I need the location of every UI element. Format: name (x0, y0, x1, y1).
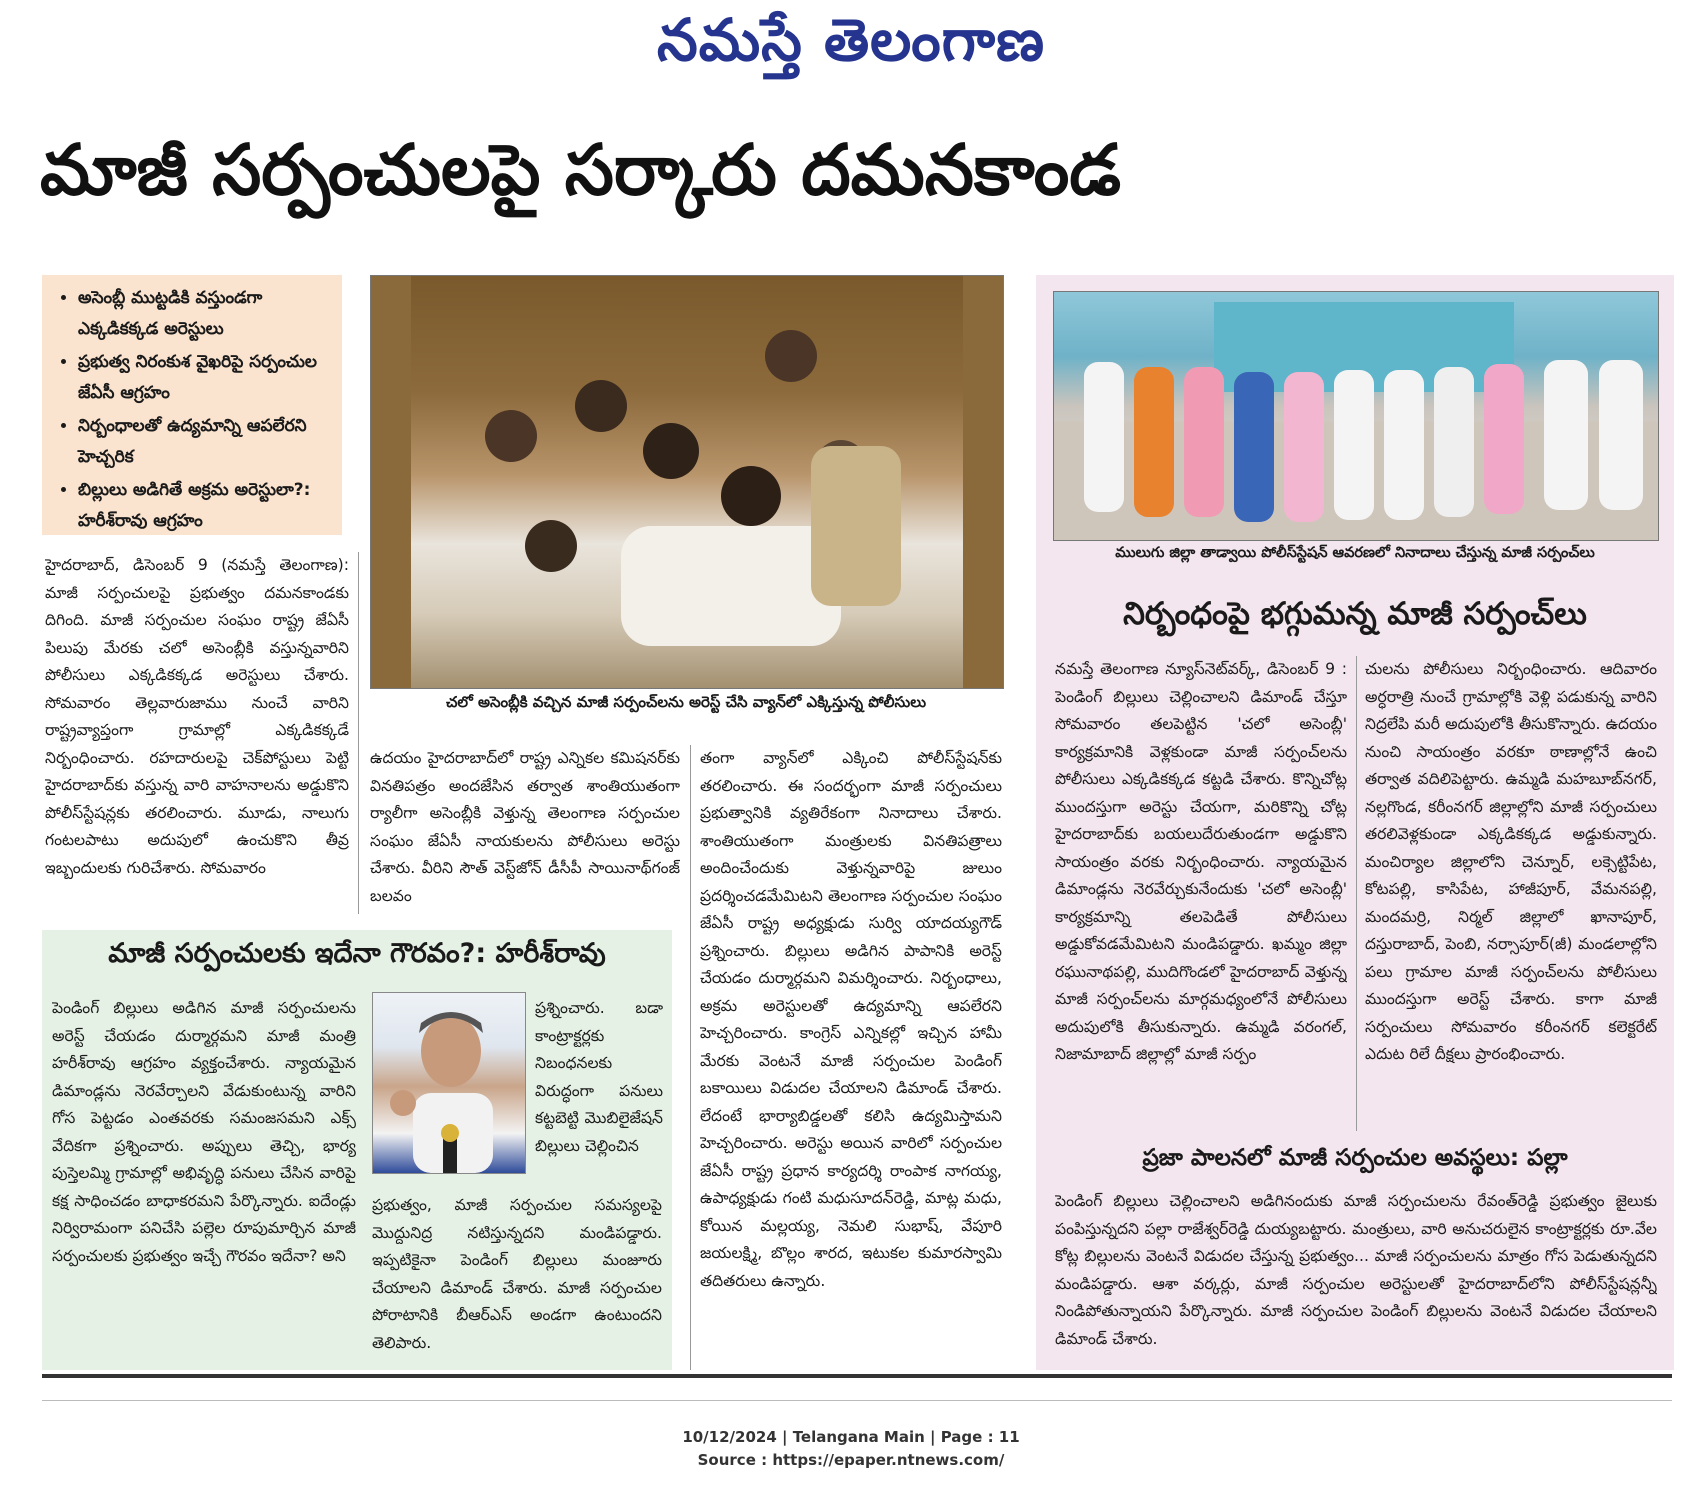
palla-heading: ప్రజా పాలనలో మాజీ సర్పంచుల అవస్థలు: పల్లా (1142, 1145, 1568, 1171)
right-story-col1: నమస్తే తెలంగాణ న్యూస్‌నెట్‌వర్క్, డిసెంబర్ 9 : పెండింగ్ బిల్లులు చెల్లించాలని డిమాండ్ చేస్తూ సోమవారం తలపెట్టిన 'చలో అసెంబ్లీ' కార్యక్రమానికి వెళ్లకుండా మాజీ సర్పంచ్‌లను పోలీసులు ఎక్కడికక్కడ కట్టడి చేశారు. కొన్నిచోట్ల ముందస్తుగా అరెస్టు చేయగా, మరికొన్ని చోట్ల హైదరాబాద్‌కు బయలుదేరుతుండగా అడ్డుకొని సాయంత్రం వరకు నిర్బంధించారు. న్యాయమైన డిమాండ్లను నెరవేర్చుకునేందుకు 'చలో అసెంబ్లీ' కార్యక్రమాన్ని తలపెడితే పోలీసులు అడ్డుకోవడమేమిటని మండిపడ్డారు. ఖమ్మం జిల్లా రఘునాథపల్లి, ముదిగొండలో హైదరాబాద్ వెళ్తున్న మాజీ సర్పంచ్‌లను మార్గమధ్యంలోనే పోలీసులు అదుపులోకి తీసుకున్నారు. ఉమ్మడి వరంగల్, నిజామాబాద్ జిల్లాల్లో మాజీ సర్పం (1055, 660, 1347, 1063)
lead-story-col1: హైదరాబాద్, డిసెంబర్ 9 (నమస్తే తెలంగాణ): మాజీ సర్పంచులపై ప్రభుత్వం దమనకాండకు దిగింది. మాజీ సర్పంచుల సంఘం రాష్ట్ర జేఏసీ పిలుపు మేరకు చలో అసెంబ్లీకి వస్తున్నవారిని పోలీసులు ఎక్కడికక్కడ అరెస్టులు చేశారు. సోమవారం తెల్లవారుజాము నుంచే వారిని రాష్ట్రవ్యాప్తంగా గ్రామాల్లో ఎక్కడికక్కడే నిర్బంధించారు. రహదారులపై చెక్‌పోస్టులు పెట్టి హైదరాబాద్‌కు వస్తున్న వారి వాహనాలను అడ్డుకొని పోలీస్‌స్టేషన్లకు తరలించారు. మూడు, నాలుగు గంటలపాటు అదుపులో ఉంచుకొని తీవ్ర ఇబ్బందులకు గురిచేశారు. సోమవారం (45, 556, 349, 877)
arrest-van-photo (370, 275, 1004, 689)
arrest-van-illustration (371, 276, 1003, 688)
bullet-item: • బిల్లులు అడిగితే అక్రమ అరెస్టులా?: హరీశ్‌రావు ఆగ్రహం (78, 475, 328, 537)
column-divider (1356, 656, 1357, 1131)
newspaper-masthead: నమస్తే తెలంగాణ (657, 6, 1045, 74)
harish-story-col2: ప్రభుత్వం, మాజీ సర్పంచుల సమస్యలపై మొద్దునిద్ర నటిస్తున్నదని మండిపడ్డారు. ఇప్పటికైనా పెండింగ్ బిల్లులు మంజూరు చేయాలని డిమాండ్ చేశారు. మాజీ సర్పంచుల పోరాటానికి బీఆర్‌ఎస్ అండగా ఉంటుందని తెలిపారు. (372, 1196, 662, 1352)
harish-rao-photo (372, 992, 526, 1174)
thin-rule (42, 1400, 1672, 1401)
harish-rao-heading: మాజీ సర్పంచులకు ఇదేనా గౌరవం?: హరీశ్‌రావు (108, 938, 606, 969)
lead-story-col2: ఉదయం హైదరాబాద్‌లో రాష్ట్ర ఎన్నికల కమిషనర్‌కు వినతిపత్రం అందజేసిన తర్వాత శాంతియుతంగా ర్యాలీగా అసెంబ్లీకి వెళ్తున్న తెలంగాణ సర్పంచుల సంఘం జేఏసీ నాయకులను పోలీసులు అరెస్టు చేశారు. వీరిని సౌత్ వెస్ట్‌జోన్ డీసీపీ సాయినాథ్‌గంజ్ బలవం (370, 749, 680, 905)
right-story-heading: నిర్బంధంపై భగ్గుమన్న మాజీ సర్పంచ్‌లు (1123, 596, 1587, 632)
harish-story-side: ప్రశ్నించారు. బడా కాంట్రాక్టర్లకు నిబంధనలకు విరుద్ధంగా పనులు కట్టబెట్టి మొబిలైజేషన్ బిల్లులు చెల్లించిన (535, 999, 663, 1155)
bullet-item: • ప్రభుత్వ నిరంకుశ వైఖరిపై సర్పంచుల జేఏసీ ఆగ్రహం (78, 347, 328, 409)
bullet-item: • నిర్బంధాలతో ఉద్యమాన్ని ఆపలేరని హెచ్చరిక (78, 411, 328, 473)
column-divider (690, 745, 691, 1370)
column-divider (358, 552, 359, 914)
harish-story-col1: పెండింగ్ బిల్లులు అడిగిన మాజీ సర్పంచులను అరెస్ట్ చేయడం దుర్మార్గమని మాజీ మంత్రి హరీశ్‌రావు ఆగ్రహం వ్యక్తంచేశారు. న్యాయమైన డిమాండ్లను నెరవేర్చాలని వేడుకుంటున్న వారిని గోస పెట్టడం ఎంతవరకు సమంజసమని ఎక్స్ వేదికగా ప్రశ్నించారు. అప్పులు తెచ్చి, భార్య పుస్తెలమ్మి గ్రామాల్లో అభివృద్ధి పనులు చేసిన వారిపై కక్ష సాధించడం బాధాకరమని పేర్కొన్నారు. ఐదేండ్లు నిర్విరామంగా పనిచేసి పల్లెల రూపుమార్చిన మాజీ సర్పంచులకు ప్రభుత్వం ఇచ్చే గౌరవం ఇదేనా? అని (52, 999, 356, 1265)
page-headline: మాజీ సర్పంచులపై సర్కారు దమనకాండ (40, 129, 1122, 211)
right-story-col2: చులను పోలీసులు నిర్బంధించారు. ఆదివారం అర్ధరాత్రి నుంచే గ్రామాల్లోకి వెళ్లి పడుకున్న వారిని నిద్రలేపి మరీ అదుపులోకి తీసుకొన్నారు. ఉదయం నుంచి సాయంత్రం వరకూ ఠాణాల్లోనే ఉంచి తర్వాత వదిలిపెట్టారు. ఉమ్మడి మహబూబ్‌నగర్, నల్లగొండ, కరీంనగర్ జిల్లాల్లోని మాజీ సర్పంచులు తరలివెళ్లకుండా ఎక్కడికక్కడ అడ్డుకున్నారు. మంచిర్యాల జిల్లాలోని చెన్నూర్, లక్సెట్టిపేట, కోటపల్లి, కాసిపేట, హాజీపూర్, వేమనపల్లి, మందమర్రి, నిర్మల్ జిల్లాలో ఖానాపూర్, దస్తురాబాద్, పెంబి, నర్సాపూర్(జీ) మండలాల్లోని పలు గ్రామాల మాజీ సర్పంచ్‌లను పోలీసులు ముందస్తుగా అరెస్ట్ చేశారు. కాగా మాజీ సర్పంచులు సోమవారం కరీంనగర్ కలెక్టరేట్ ఎదుట రిలే దీక్షలు ప్రారంభించారు. (1365, 660, 1657, 1063)
lead-story-col3: తంగా వ్యాన్‌లో ఎక్కించి పోలీస్‌స్టేషన్‌కు తరలించారు. ఈ సందర్భంగా మాజీ సర్పంచులు ప్రభుత్వానికి వ్యతిరేకంగా నినాదాలు చేశారు. శాంతియుతంగా మంత్రులకు వినతిపత్రాలు అందించేందుకు వెళ్తున్నవారిపై జులుం ప్రదర్శించడమేమిటని తెలంగాణ సర్పంచుల సంఘం జేఏసీ రాష్ట్ర అధ్యక్షుడు సుర్వి యాదయ్యగౌడ్ ప్రశ్నించారు. బిల్లులు అడిగిన పాపానికి అరెస్ట్ చేయడం దుర్మార్గమని విమర్శించారు. నిర్బంధాలు, అక్రమ అరెస్టులతో ఉద్యమాన్ని ఆపలేరని హెచ్చరించారు. కాంగ్రెస్ ఎన్నికల్లో ఇచ్చిన హామీ మేరకు వెంటనే మాజీ సర్పంచుల పెండింగ్ బకాయిలు విడుదల చేయాలని డిమాండ్ చేశారు. లేదంటే భార్యాబిడ్డలతో కలిసి ఉద్యమిస్తామని హెచ్చరించారు. అరెస్టు అయిన వారిలో సర్పంచుల జేఏసీ రాష్ట్ర ప్రధాన కార్యదర్శి రాంపాక నాగయ్య, ఉపాధ్యక్షుడు గంటి మధుసూదన్‌రెడ్డి, మాట్ల మధు, కోయిన మల్లయ్య, నెమలి సుభాష్, వేపూరి జయలక్ష్మి, బొల్లం శారద, ఇటుకల కుమారస్వామి తదితరులు ఉన్నారు. (700, 749, 1002, 1290)
right-photo-caption: ములుగు జిల్లా తాడ్వాయి పోలీస్‌స్టేషన్ ఆవరణలో నినాదాలు చేస్తున్న మాజీ సర్పంచ్‌లు (1115, 545, 1595, 561)
summary-bullets (42, 275, 342, 535)
footer-source: Source : https://epaper.ntnews.com/ (697, 1451, 1005, 1469)
bullet-item: • అసెంబ్లీ ముట్టడికి వస్తుండగా ఎక్కడికక్కడ అరెస్టులు (78, 283, 328, 345)
main-photo-caption: చలో అసెంబ్లీకి వచ్చిన మాజీ సర్పంచ్‌లను అరెస్ట్ చేసి వ్యాన్‌లో ఎక్కిస్తున్న పోలీసులు (445, 693, 927, 711)
bottom-rule (42, 1374, 1672, 1378)
footer-edition: 10/12/2024 | Telangana Main | Page : 11 (682, 1428, 1020, 1446)
palla-story-text: పెండింగ్ బిల్లులు చెల్లించాలని అడిగినందుకు మాజీ సర్పంచులను రేవంత్‌రెడ్డి ప్రభుత్వం జైలుకు పంపిస్తున్నదని పల్లా రాజేశ్వర్‌రెడ్డి దుయ్యబట్టారు. మంత్రులు, వారి అనుచరులైన కాంట్రాక్టర్లకు రూ.వేల కోట్ల బిల్లులను వెంటనే విడుదల చేస్తున్న ప్రభుత్వం... మాజీ సర్పంచులను మాత్రం గోస పెడుతున్నదని మండిపడ్డారు. ఆశా వర్కర్లు, మాజీ సర్పంచుల అరెస్టులతో హైదరాబాద్‌లోని పోలీస్‌స్టేషన్లన్నీ నిండిపోతున్నాయని పేర్కొన్నారు. మాజీ సర్పంచుల పెండింగ్ బిల్లులను వెంటనే విడుదల చేయాలని డిమాండ్ చేశారు. (1055, 1192, 1657, 1348)
protest-group-illustration (1054, 292, 1658, 540)
mulugu-protest-photo (1053, 291, 1659, 541)
harish-rao-portrait (373, 993, 525, 1173)
